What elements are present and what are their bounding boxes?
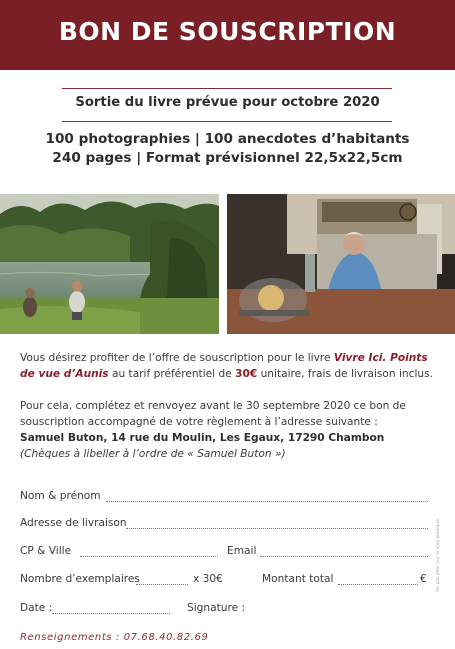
instructions-text: Pour cela, complétez et renvoyez avant le 30 septembre 2020 ce bon de souscription accompagné de votre règlement à l’adresse suivante : bbox=[20, 400, 406, 428]
copies-field[interactable] bbox=[136, 584, 188, 585]
date-label: Date : bbox=[20, 602, 53, 614]
intro-text-2: au tarif préférentiel de bbox=[108, 368, 236, 380]
photo-kitchen-portrait bbox=[227, 194, 455, 334]
contact-phone: Renseignements : 07.68.40.82.69 bbox=[20, 632, 209, 643]
copies-multiplier: x 30€ bbox=[193, 573, 223, 585]
photo-river-scene bbox=[0, 194, 219, 334]
header-banner bbox=[0, 0, 455, 70]
email-field[interactable] bbox=[260, 556, 428, 557]
mailing-address: Samuel Buton, 14 rue du Moulin, Les Egaux, 17290 Chambon bbox=[20, 432, 385, 444]
postcode-city-field[interactable] bbox=[80, 556, 218, 557]
postcode-city-label: CP & Ville bbox=[20, 545, 72, 557]
intro-text-1: Vous désirez profiter de l’offre de souscription pour le livre bbox=[20, 352, 334, 364]
date-field[interactable] bbox=[52, 613, 170, 614]
page-title: BON DE SOUSCRIPTION bbox=[58, 17, 397, 46]
divider-middle bbox=[62, 121, 392, 122]
total-currency: € bbox=[420, 573, 427, 585]
instructions-paragraph bbox=[20, 398, 440, 462]
name-label: Nom & prénom bbox=[20, 490, 101, 502]
book-stats-line-1: 100 photographies | 100 anecdotes d’habitants bbox=[45, 131, 410, 147]
delivery-address-label: Adresse de livraison bbox=[20, 517, 127, 529]
name-field[interactable] bbox=[106, 501, 428, 502]
cheque-instructions: (Chèques à libeller à l’ordre de « Samuel Buton ») bbox=[20, 448, 286, 460]
divider-top bbox=[62, 88, 392, 89]
release-date-text: Sortie du livre prévue pour octobre 2020 bbox=[75, 95, 380, 110]
copies-label: Nombre d’exemplaires bbox=[20, 573, 140, 585]
email-label: Email bbox=[227, 545, 257, 557]
price-highlight: 30€ bbox=[235, 368, 258, 380]
total-field[interactable] bbox=[338, 584, 418, 585]
delivery-address-field[interactable] bbox=[126, 528, 428, 529]
intro-text-3: unitaire, frais de livraison inclus. bbox=[257, 368, 433, 380]
intro-paragraph bbox=[20, 350, 440, 382]
total-label: Montant total bbox=[262, 573, 334, 585]
book-stats-line-2: 240 pages | Format prévisionnel 22,5x22,5cm bbox=[52, 150, 403, 166]
signature-label: Signature : bbox=[187, 602, 246, 614]
footer-note: Ne pas jeter sur la voie publique bbox=[436, 518, 441, 592]
book-title: Vivre Ici. Points de vue d’Aunis bbox=[20, 352, 428, 380]
